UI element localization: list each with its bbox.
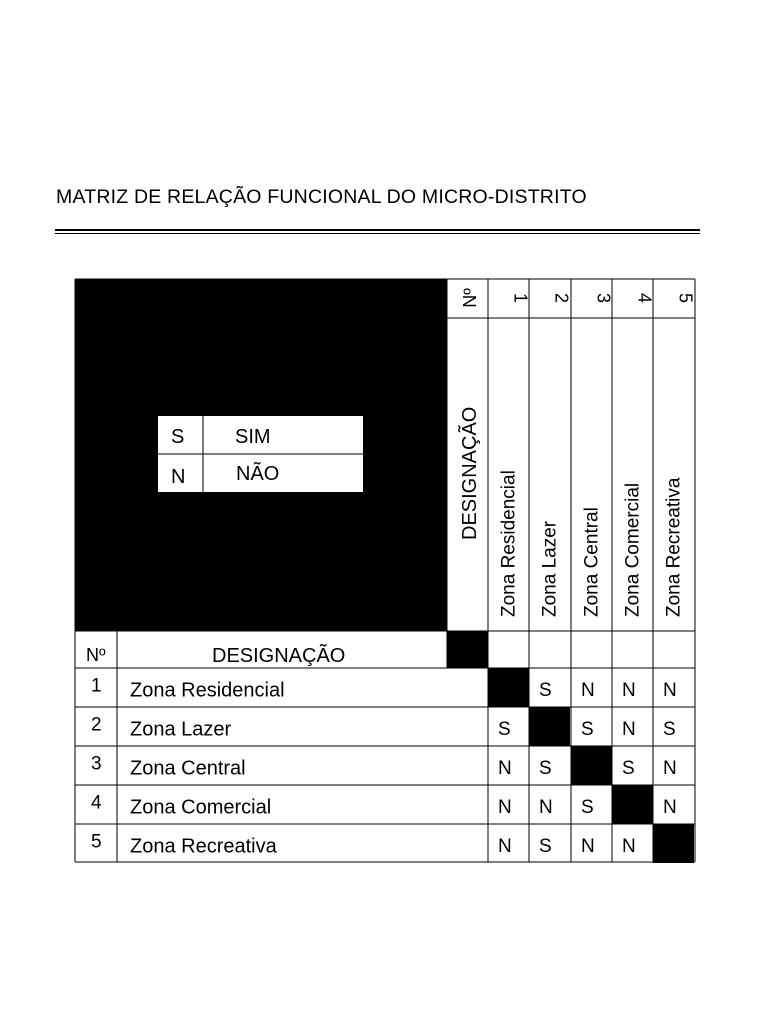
row-headers <box>91 676 285 858</box>
cell-1-2: S <box>539 680 552 701</box>
column-headers <box>499 293 696 617</box>
cell-3-4: S <box>622 758 635 779</box>
cell-2-4: N <box>622 719 636 740</box>
cell-1-4: N <box>622 680 636 701</box>
legend-code-n: N <box>171 466 186 488</box>
row-zone-5: Zona Recreativa <box>130 835 277 858</box>
cell-4-5: N <box>663 797 677 818</box>
col-number-4: 4 <box>634 292 655 304</box>
col-zone-1: Zona Residencial <box>498 470 520 617</box>
col-zone-2: Zona Lazer <box>539 520 561 617</box>
row-zone-2: Zona Lazer <box>130 718 232 741</box>
col-number-2: 2 <box>551 292 572 304</box>
left-number-label: Nº <box>86 645 106 665</box>
diagonal-cell-1 <box>488 668 529 707</box>
row-number-4: 4 <box>91 792 102 814</box>
diagonal-cell-3 <box>571 746 612 785</box>
left-designation-label: DESIGNAÇÃO <box>212 645 346 667</box>
header-intersection-block <box>447 631 488 668</box>
cell-2-1: S <box>498 719 511 740</box>
row-number-5: 5 <box>91 831 102 853</box>
cell-5-2: S <box>539 836 552 857</box>
row-number-2: 2 <box>91 714 102 736</box>
cell-3-1: N <box>498 758 512 779</box>
row-zone-3: Zona Central <box>130 757 246 780</box>
cell-4-1: N <box>498 797 512 818</box>
legend-label-nao: NÃO <box>236 463 280 485</box>
row-zone-4: Zona Comercial <box>130 796 272 819</box>
cell-3-5: N <box>663 758 677 779</box>
legend-label-sim: SIM <box>235 426 271 448</box>
cell-2-3: S <box>581 719 594 740</box>
top-number-label: Nº <box>460 288 480 308</box>
cell-5-4: N <box>622 836 636 857</box>
cell-2-5: S <box>663 719 676 740</box>
legend-code-s: S <box>171 426 185 448</box>
page-title: MATRIZ DE RELAÇÃO FUNCIONAL DO MICRO-DISTRITO <box>56 186 587 208</box>
cell-4-3: S <box>581 797 594 818</box>
diagonal-cell-5 <box>653 824 694 863</box>
row-zone-1: Zona Residencial <box>130 679 285 702</box>
row-number-1: 1 <box>91 675 102 697</box>
cell-3-2: S <box>539 758 552 779</box>
cell-1-3: N <box>581 680 595 701</box>
matrix-cells <box>488 668 694 863</box>
col-zone-4: Zona Comercial <box>622 482 644 617</box>
top-designation-label: DESIGNAÇÃO <box>459 406 481 540</box>
cell-4-2: N <box>539 797 553 818</box>
col-zone-3: Zona Central <box>581 507 603 617</box>
cell-5-3: N <box>581 836 595 857</box>
col-number-1: 1 <box>510 292 531 304</box>
cell-5-1: N <box>498 836 512 857</box>
cell-1-5: N <box>663 680 677 701</box>
col-number-5: 5 <box>675 292 696 304</box>
diagonal-cell-2 <box>529 707 570 746</box>
diagonal-cell-4 <box>612 785 653 824</box>
row-number-3: 3 <box>91 753 102 775</box>
col-zone-5: Zona Recreativa <box>663 477 685 617</box>
col-number-3: 3 <box>593 292 614 304</box>
